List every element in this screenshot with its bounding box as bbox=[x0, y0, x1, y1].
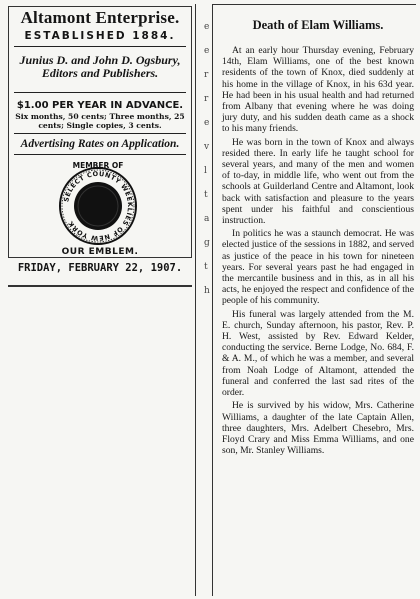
column-rule bbox=[212, 4, 213, 596]
gutter-letter: v bbox=[204, 142, 210, 152]
masthead-divider bbox=[14, 154, 186, 155]
subscription-price: $1.00 PER YEAR IN ADVANCE. bbox=[16, 100, 184, 111]
gutter-letter: e bbox=[204, 22, 210, 32]
masthead-divider bbox=[14, 92, 186, 93]
advertising-rates: Advertising Rates on Application. bbox=[20, 138, 180, 150]
article-paragraph: His funeral was largely attended from the M. E. church, Sunday afternoon, his pastor, Rev. P. H. West, assisted by Rev. Edward Kelder, conducting the service. Berne Lodge, No. 684, F. & A. M., of which he was a member, and several from Noah Lodge of Altamont, attended the funeral and conferred the last sad rites of the order. bbox=[222, 308, 414, 399]
article-paragraph: He was born in the town of Knox and always resided there. In early life he taught school for several years, and many of the men and women of to-day, in middle life, who went out from the schools at Guilderland Centre and Altamont, look back with satisfaction and pleasure to the years spent under his faithful and conscientious instruction. bbox=[222, 136, 414, 227]
masthead bbox=[8, 6, 192, 260]
masthead-divider bbox=[14, 46, 186, 47]
member-seal-emblem bbox=[54, 159, 142, 247]
editors-role: Editors and Publishers. bbox=[41, 66, 159, 80]
article-paragraph: He is survived by his widow, Mrs. Catherine Williams, a daughter of the late Captain Allen, three daughters, Mrs. Adelbert Chesebro, Mrs. Floyd Crary and Miss Emma Williams, and one son, Mr. Stanley Williams. bbox=[222, 400, 414, 457]
obituary-article bbox=[222, 10, 414, 458]
editors-names: Junius D. and John D. Ogsbury, bbox=[19, 53, 181, 67]
editors-block bbox=[8, 54, 192, 80]
gutter-letter: r bbox=[204, 94, 209, 104]
article-paragraph: At an early hour Thursday evening, February 14th, Elam Williams, one of the best known residents of the town of Knox, died suddenly at his home in the village of Knox, in his 63d year. He had been in his usual health and had returned from Albany that evening where he was doing jury duty, and his sudden death came as a shock to his many friends. bbox=[222, 45, 414, 135]
masthead-divider bbox=[14, 133, 186, 134]
gutter-letter: e bbox=[204, 46, 210, 56]
gutter-letter: l bbox=[204, 166, 207, 176]
newspaper-title: Altamont Enterprise. bbox=[20, 8, 180, 27]
issue-date: FRIDAY, FEBRUARY 22, 1907. bbox=[17, 262, 183, 274]
gutter-strip bbox=[196, 8, 218, 588]
gutter-letter: h bbox=[204, 286, 210, 296]
subscription-rates: Six months, 50 cents; Three months, 25 cents; Single copies, 3 cents. bbox=[15, 112, 185, 130]
gutter-letter: a bbox=[204, 214, 210, 224]
established-line: ESTABLISHED 1884. bbox=[24, 30, 176, 42]
gutter-letter: r bbox=[204, 70, 209, 80]
article-title: Death of Elam Williams. bbox=[252, 18, 384, 32]
gutter-letter: t bbox=[204, 190, 208, 200]
gutter-letter: g bbox=[204, 238, 210, 248]
gutter-letter: e bbox=[204, 118, 210, 128]
seal-top-label: MEMBER OF bbox=[72, 161, 124, 170]
emblem-caption: OUR EMBLEM. bbox=[61, 247, 139, 257]
seal-ring-text: SELECT COUNTY WEEKLIES OF NEW YORK bbox=[62, 169, 135, 243]
article-top-rule bbox=[212, 4, 416, 5]
gutter-letter: t bbox=[204, 262, 208, 272]
article-paragraph: In politics he was a staunch democrat. He was elected justice of the sessions in 1882, and served as justice of the peace in his town for nineteen years. For several years past he had engaged in the mercantile business and in this, as in all his acts, he enjoyed the respect and confidence of the people of his community. bbox=[222, 228, 414, 307]
